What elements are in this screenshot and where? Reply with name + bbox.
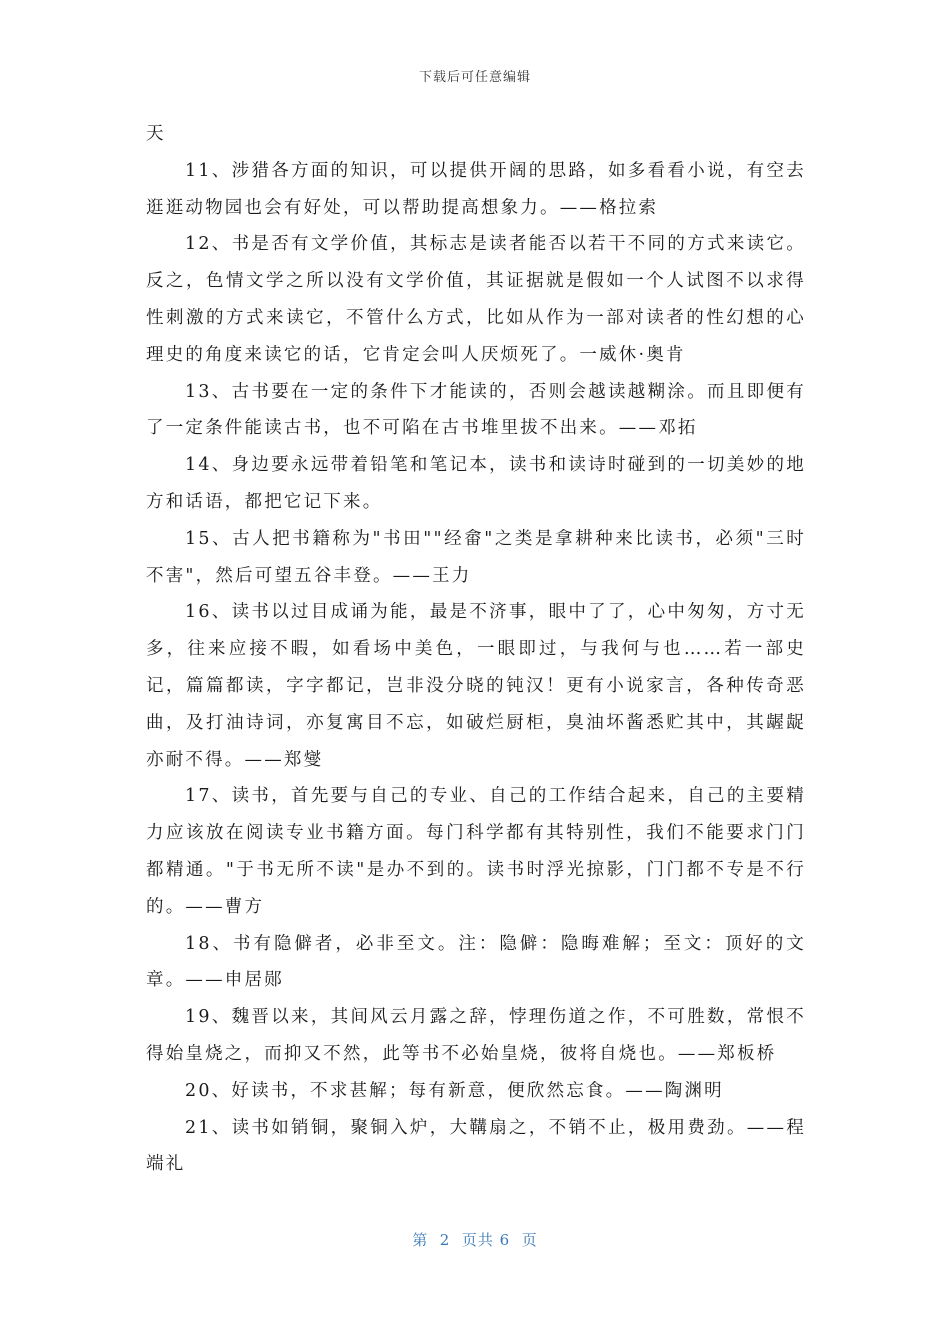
quote-paragraph-16: 16、读书以过目成诵为能，最是不济事，眼中了了，心中匆匆，方寸无多，往来应接不暇，如看场中美色，一眼即过，与我何与也……若一部史记，篇篇都读，字字都记，岂非没分晓的钝汉！更有小说家言，各种传奇恶曲，及打油诗词，亦复寓目不忘，如破烂厨柜，臭油坏酱悉贮其中，其龌龊亦耐不得。——郑燮 — [146, 602, 806, 770]
page-header: 下载后可任意编辑 — [418, 70, 531, 85]
quote-paragraph-21: 21、读书如销铜，聚铜入炉，大鞲扇之，不销不止，极用费劲。——程端礼 — [146, 1117, 806, 1175]
quote-paragraph-20: 20、好读书，不求甚解；每有新意，便欣然忘食。——陶渊明 — [185, 1080, 724, 1101]
quote-paragraph-12: 12、书是否有文学价值，其标志是读者能否以若干不同的方式来读它。反之，色情文学之所以没有文学价值，其证据就是假如一个人试图不以求得性刺激的方式来读它，不管什么方式，比如从作为一部对读者的性幻想的心理史的角度来读它的话，它肯定会叫人厌烦死了。一威休·奥肯 — [146, 234, 806, 365]
quote-paragraph-18: 18、书有隐僻者，必非至文。注：隐僻：隐晦难解；至文：顶好的文章。——申居郧 — [146, 933, 806, 991]
continuation-text: 天 — [146, 124, 166, 144]
quote-paragraph-17: 17、读书，首先要与自己的专业、自己的工作结合起来，自己的主要精力应该放在阅读专业书籍方面。每门科学都有其特别性，我们不能要求门门都精通。"于书无所不读"是办不到的。读书时浮光掠影，门门都不专是不行的。——曹方 — [146, 786, 806, 917]
quote-paragraph-14: 14、身边要永远带着铅笔和笔记本，读书和读诗时碰到的一切美妙的地方和话语，都把它记下来。 — [146, 455, 806, 512]
document-body — [146, 116, 806, 1183]
page-footer: 第 2 页共 6 页 — [412, 1231, 538, 1249]
quote-paragraph-11: 11、涉猎各方面的知识，可以提供开阔的思路，如多看看小说，有空去逛逛动物园也会有好处，可以帮助提高想象力。——格拉索 — [146, 160, 806, 218]
quote-paragraph-19: 19、魏晋以来，其间风云月露之辞，悖理伤道之作，不可胜数，常恨不得始皇烧之，而抑又不然，此等书不必始皇烧，彼将自烧也。——郑板桥 — [146, 1007, 806, 1064]
quote-paragraph-15: 15、古人把书籍称为"书田""经畲"之类是拿耕种来比读书，必须"三时不害"，然后可望五谷丰登。——王力 — [146, 528, 806, 586]
quote-paragraph-13: 13、古书要在一定的条件下才能读的，否则会越读越糊涂。而且即便有了一定条件能读古书，也不可陷在古书堆里拔不出来。——邓拓 — [146, 381, 806, 439]
